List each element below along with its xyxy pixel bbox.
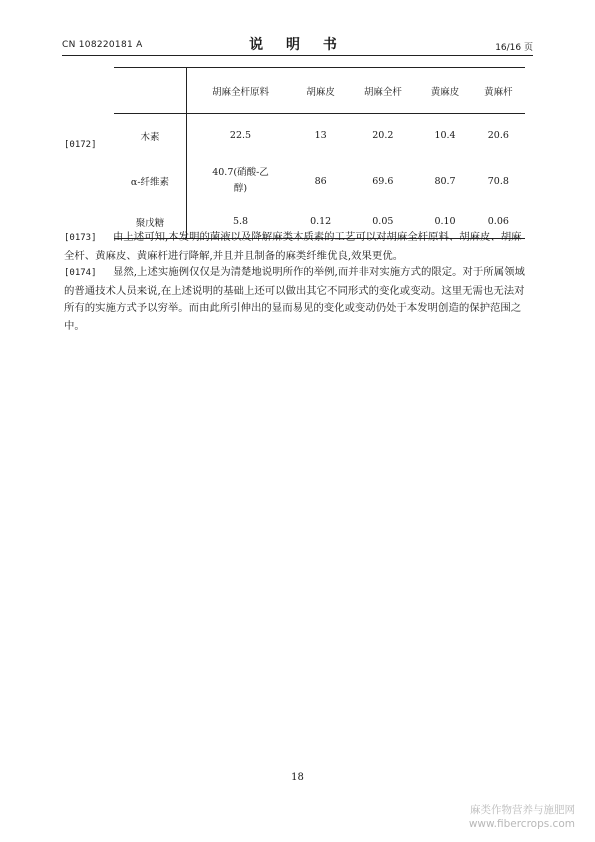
table-cell: 5.8: [187, 205, 295, 239]
page-info: 16/16 页: [495, 43, 533, 53]
cell-line: 醇): [233, 183, 248, 194]
table-paragraph-label: [0172]: [64, 140, 97, 150]
row-label: 木素: [114, 114, 187, 158]
paragraph-0173: [64, 229, 530, 265]
table-cell: 80.7: [434, 175, 456, 187]
header-cell: [114, 68, 187, 114]
composition-table: [114, 67, 525, 239]
table-cell: 0.12: [294, 205, 347, 239]
table-cell: 0.06: [472, 205, 525, 239]
header-cell: 胡麻皮: [294, 68, 347, 114]
paragraph-label: [0173]: [64, 233, 97, 243]
table-cell: 20.6: [487, 130, 509, 141]
header-cell: 胡麻全杆: [347, 68, 418, 114]
table-cell: 86: [314, 175, 327, 187]
table-cell: 0.05: [347, 205, 418, 239]
site-watermark: [469, 803, 575, 831]
row-label: α-纤维素: [114, 157, 187, 205]
table-header-row: [114, 68, 525, 114]
header-rule: [62, 55, 533, 56]
header-cell: 胡麻全杆原料: [187, 68, 295, 114]
header-cell: 黄麻杆: [472, 68, 525, 114]
paragraph-label: [0174]: [64, 268, 97, 278]
page-number: 18: [291, 772, 304, 783]
watermark-line: 麻类作物营养与施肥网: [470, 804, 575, 816]
header-cell: 黄麻皮: [418, 68, 471, 114]
table-row: [114, 114, 525, 158]
table-cell: 69.6: [372, 175, 394, 187]
table-row: [114, 157, 525, 205]
table-cell: 10.4: [434, 130, 456, 141]
table-cell: [187, 157, 295, 205]
cell-line: 40.7(硝酸-乙: [212, 167, 269, 178]
paragraph-text: 显然,上述实施例仅仅是为清楚地说明所作的举例,而并非对实施方式的限定。对于所属领域的普通技术人员来说,在上述说明的基础上还可以做出其它不同形式的变化或变动。这里无需也无法对所有的实施方式予以穷举。而由此所引伸出的显而易见的变化或变动仍处于本发明创造的保护范围之中。: [64, 266, 525, 332]
document-title: 说 明 书: [249, 37, 346, 53]
paragraph-0174: [64, 264, 530, 335]
table-cell: 20.2: [372, 130, 394, 141]
paragraph-text: 由上述可知,本发明的菌液以及降解麻类木质素的工艺可以对胡麻全杆原料、胡麻皮、胡麻全杆、黄麻皮、黄麻杆进行降解,并且并且制备的麻类纤维优良,效果更优。: [64, 231, 522, 262]
table-cell: 22.5: [229, 130, 252, 141]
table-cell: 0.10: [418, 205, 471, 239]
watermark-line: www.fibercrops.com: [468, 818, 575, 830]
patent-number: CN 108220181 A: [62, 40, 143, 50]
table-cell: 13: [314, 130, 327, 141]
row-label: 聚戊糖: [114, 205, 187, 239]
table-cell: 70.8: [487, 175, 509, 187]
